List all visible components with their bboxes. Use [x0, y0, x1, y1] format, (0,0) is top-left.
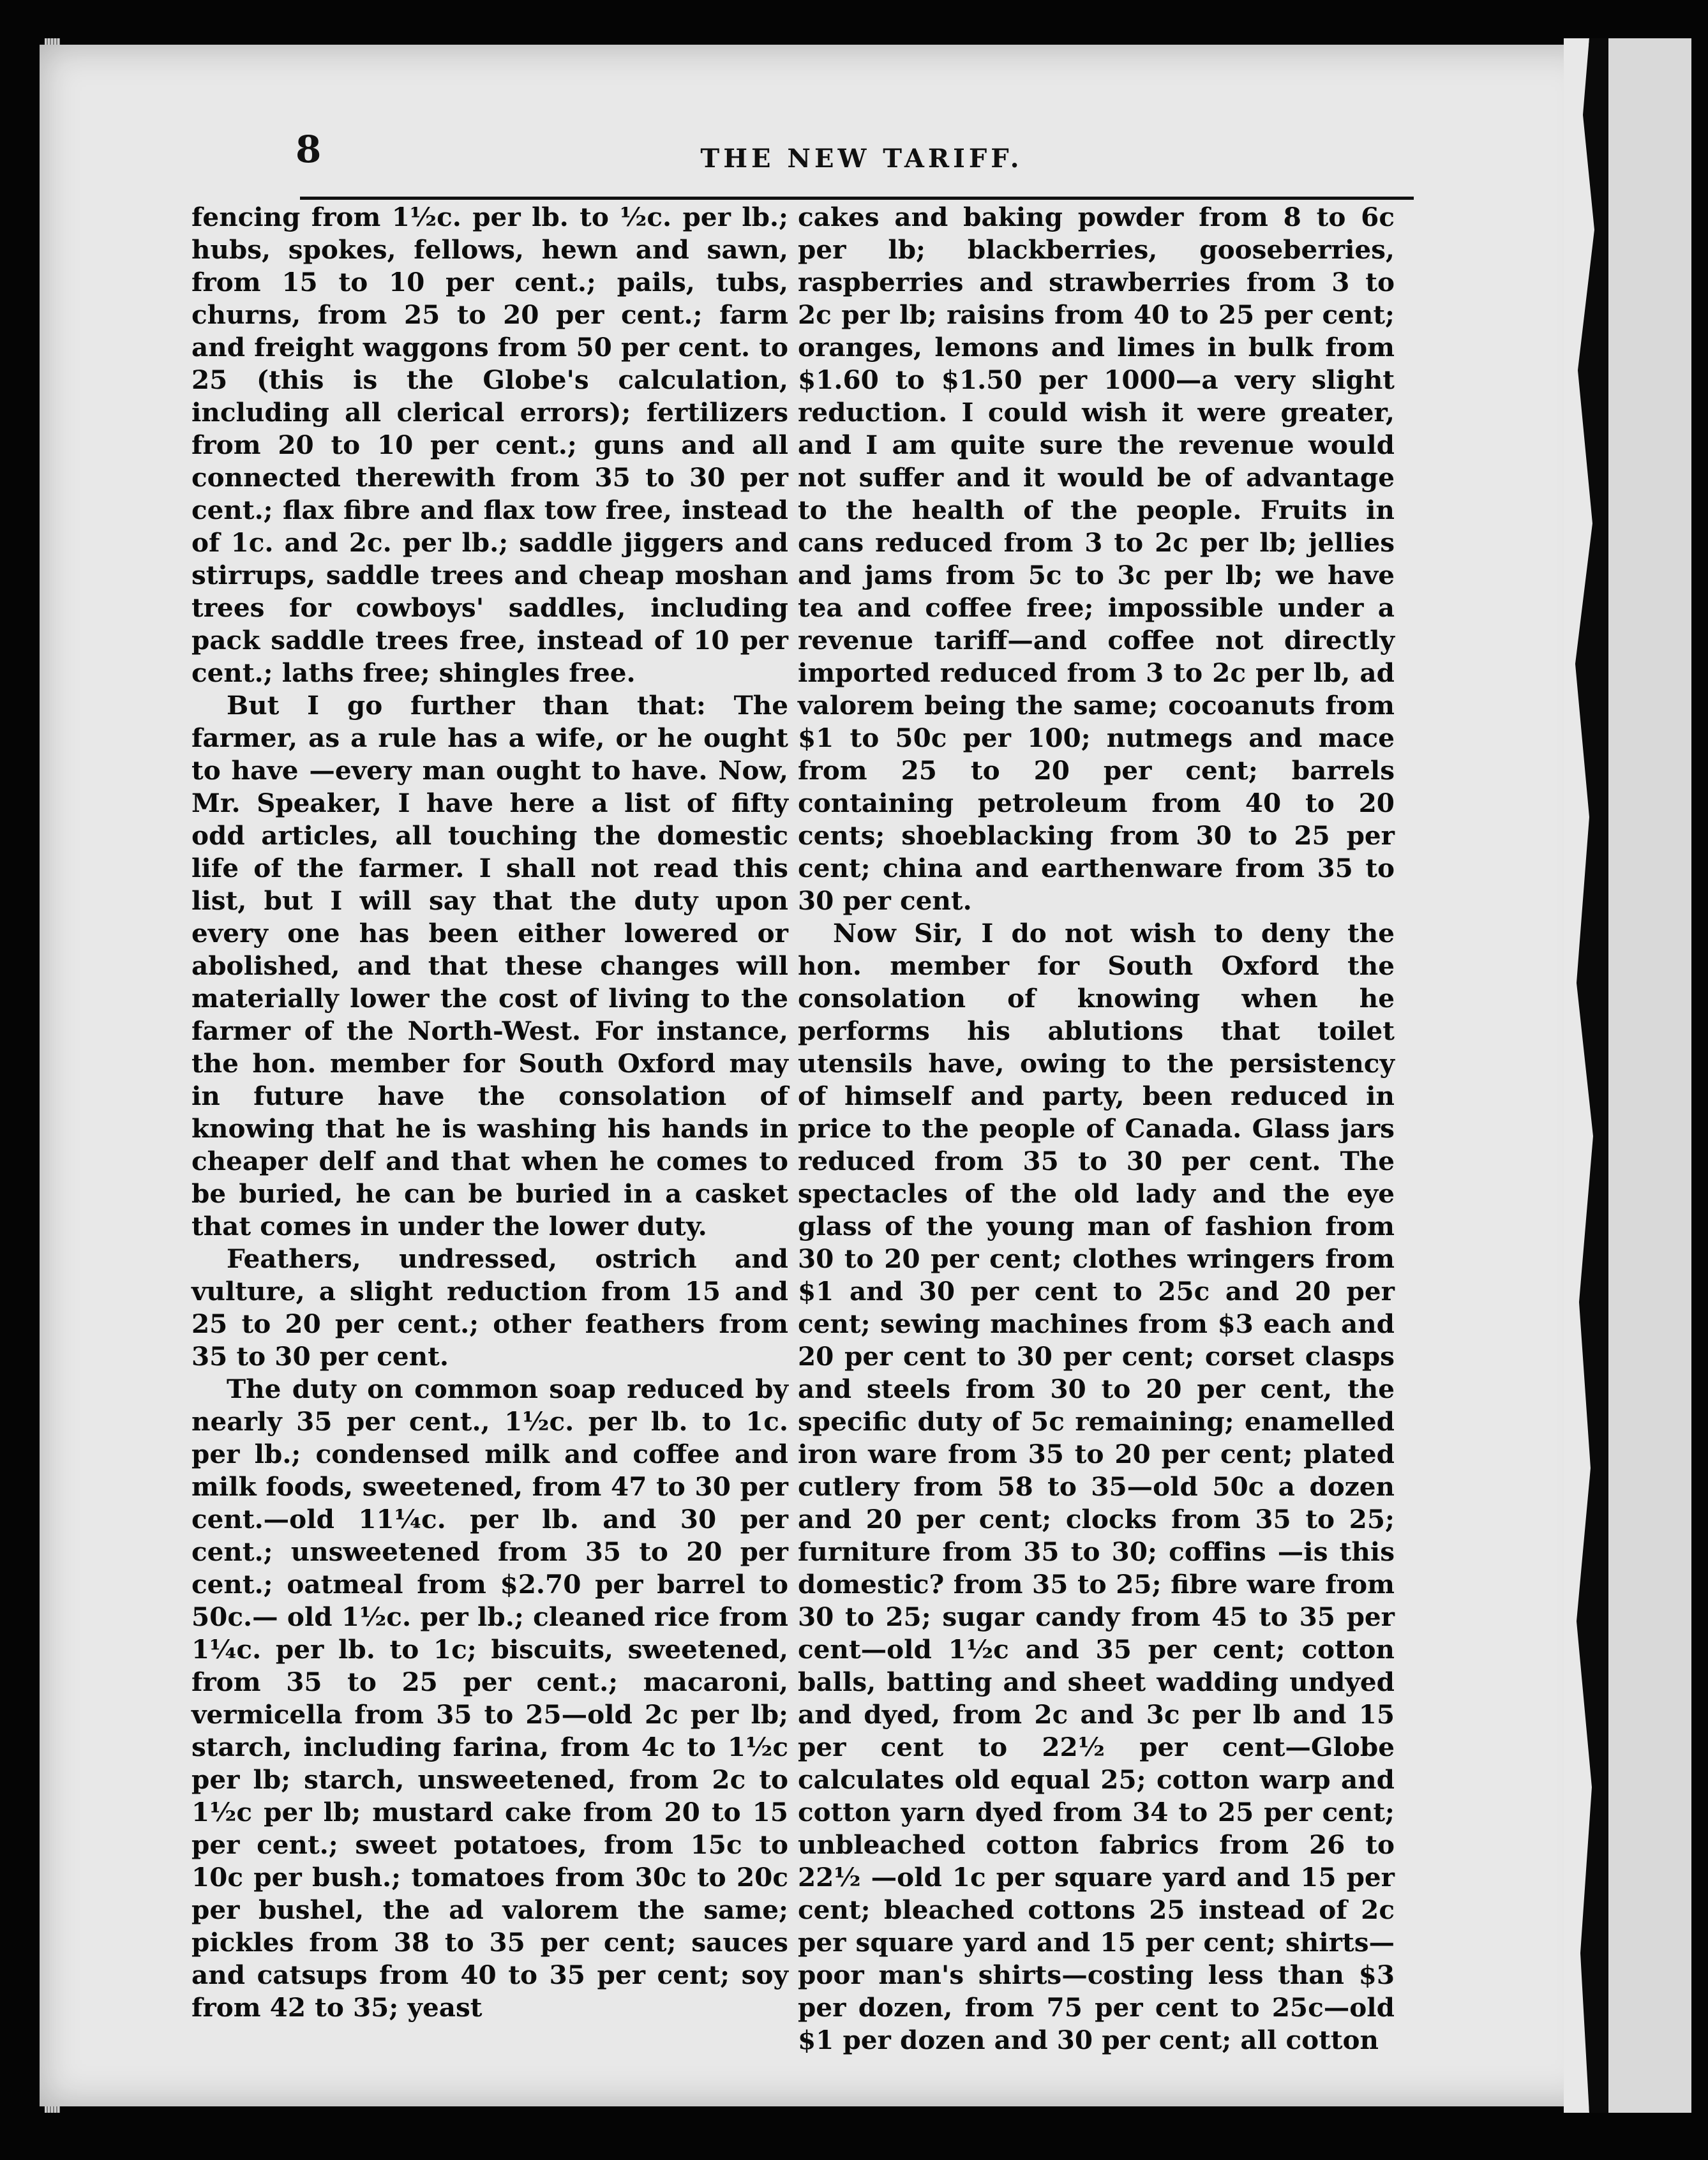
header-rule: [300, 197, 1414, 200]
torn-page-edge: [1564, 38, 1608, 2113]
running-title: THE NEW TARIFF.: [700, 144, 1023, 174]
paragraph: Now Sir, I do not wish to deny the hon. member for South Oxford the consolation of knowing when he performs his ablutions that toilet utensils have, owing to the persistency of himself and party, been reduced in price to the people of Canada. Glass jars reduced from 35 to 30 per cent. The spectacles of the old lady and the eye glass of the young man of fashion from 30 to 20 per cent; clothes wringers from $1 and 30 per cent to 25c and 20 per cent; sewing machines from $3 each and 20 per cent to 30 per cent; corset clasps and steels from 30 to 20 per cent, the specific duty of 5c remaining; enamelled iron ware from 35 to 20 per cent; plated cutlery from 58 to 35—old 50c a dozen and 20 per cent; clocks from 35 to 25; furniture from 35 to 30; coffins —is this domestic? from 35 to 25; fibre ware from 30 to 25; sugar candy from 45 to 35 per cent—old 1½c and 35 per cent; cotton balls, batting and sheet wadding undyed and dyed, from 2c and 3c per lb and 15 per cent to 22½ per cent—Globe calculates old equal 25; cotton warp and cotton yarn dyed from 34 to 25 per cent; unbleached cotton fabrics from 26 to 22½ —old 1c per square yard and 15 per cent; bleached cottons 25 instead of 2c per square yard and 15 per cent; shirts—poor man's shirts—costing less than $3 per dozen, from 75 per cent to 25c—old $1 per dozen and 30 per cent; all cotton: [798, 918, 1395, 2055]
right-column: [798, 201, 1395, 2057]
paragraph: fencing from 1½c. per lb. to ½c. per lb.; hubs, spokes, fellows, hewn and sawn, from 15 to 10 per cent.; pails, tubs, churns, from 25 to 20 per cent.; farm and freight waggons from 50 per cent. to 25 (this is the Globe's calculation, including all clerical errors); fertilizers from 20 to 10 per cent.; guns and all connected therewith from 35 to 30 per cent.; flax fibre and flax tow free, instead of 1c. and 2c. per lb.; saddle jiggers and stirrups, saddle trees and cheap moshan trees for cowboys' saddles, including pack saddle trees free, instead of 10 per cent.; laths free; shingles free.: [191, 202, 788, 688]
paragraph: Feathers, undressed, ostrich and vulture, a slight reduction from 15 and 25 to 20 per cent.; other feathers from 35 to 30 per cent.: [191, 1243, 788, 1372]
paragraph: But I go further than that: The farmer, as a rule has a wife, or he ought to have —every man ought to have. Now, Mr. Speaker, I have here a list of fifty odd articles, all touching the domestic life of the farmer. I shall not read this list, but I will say that the duty upon every one has been either lowered or abolished, and that these changes will materially lower the cost of living to the farmer of the North-West. For instance, the hon. member for South Oxford may in future have the consolation of knowing that he is washing his hands in cheaper delf and that when he comes to be buried, he can be buried in a casket that comes in under the lower duty.: [191, 690, 788, 1241]
adjacent-page-edge: [1608, 38, 1691, 2113]
paragraph: The duty on common soap reduced by nearly 35 per cent., 1½c. per lb. to 1c. per lb.; condensed milk and coffee and milk foods, sweetened, from 47 to 30 per cent.—old 11¼c. per lb. and 30 per cent.; unsweetened from 35 to 20 per cent.; oatmeal from $2.70 per barrel to 50c.— old 1½c. per lb.; cleaned rice from 1¼c. per lb. to 1c; biscuits, sweetened, from 35 to 25 per cent.; macaroni, vermicella from 35 to 25—old 2c per lb; starch, including farina, from 4c to 1½c per lb; starch, unsweetened, from 2c to 1½c per lb; mustard cake from 20 to 15 per cent.; sweet potatoes, from 15c to 10c per bush.; tomatoes from 30c to 20c per bushel, the ad valorem the same; pickles from 38 to 35 per cent; sauces and catsups from 40 to 35 per cent; soy from 42 to 35; yeast: [191, 1374, 788, 2023]
paragraph: cakes and baking powder from 8 to 6c per lb; blackberries, gooseberries, raspberries and strawberries from 3 to 2c per lb; raisins from 40 to 25 per cent; oranges, lemons and limes in bulk from $1.60 to $1.50 per 1000—a very slight reduction. I could wish it were greater, and I am quite sure the revenue would not suffer and it would be of advantage to the health of the people. Fruits in cans reduced from 3 to 2c per lb; jellies and jams from 5c to 3c per lb; we have tea and coffee free; impossible under a revenue tariff—and coffee not directly imported reduced from 3 to 2c per lb, ad valorem being the same; cocoanuts from $1 to 50c per 100; nutmegs and mace from 25 to 20 per cent; barrels containing petroleum from 40 to 20 cents; shoeblacking from 30 to 25 per cent; china and earthenware from 35 to 30 per cent.: [798, 202, 1395, 916]
page-number: 8: [296, 128, 322, 171]
left-column: [191, 201, 788, 2024]
